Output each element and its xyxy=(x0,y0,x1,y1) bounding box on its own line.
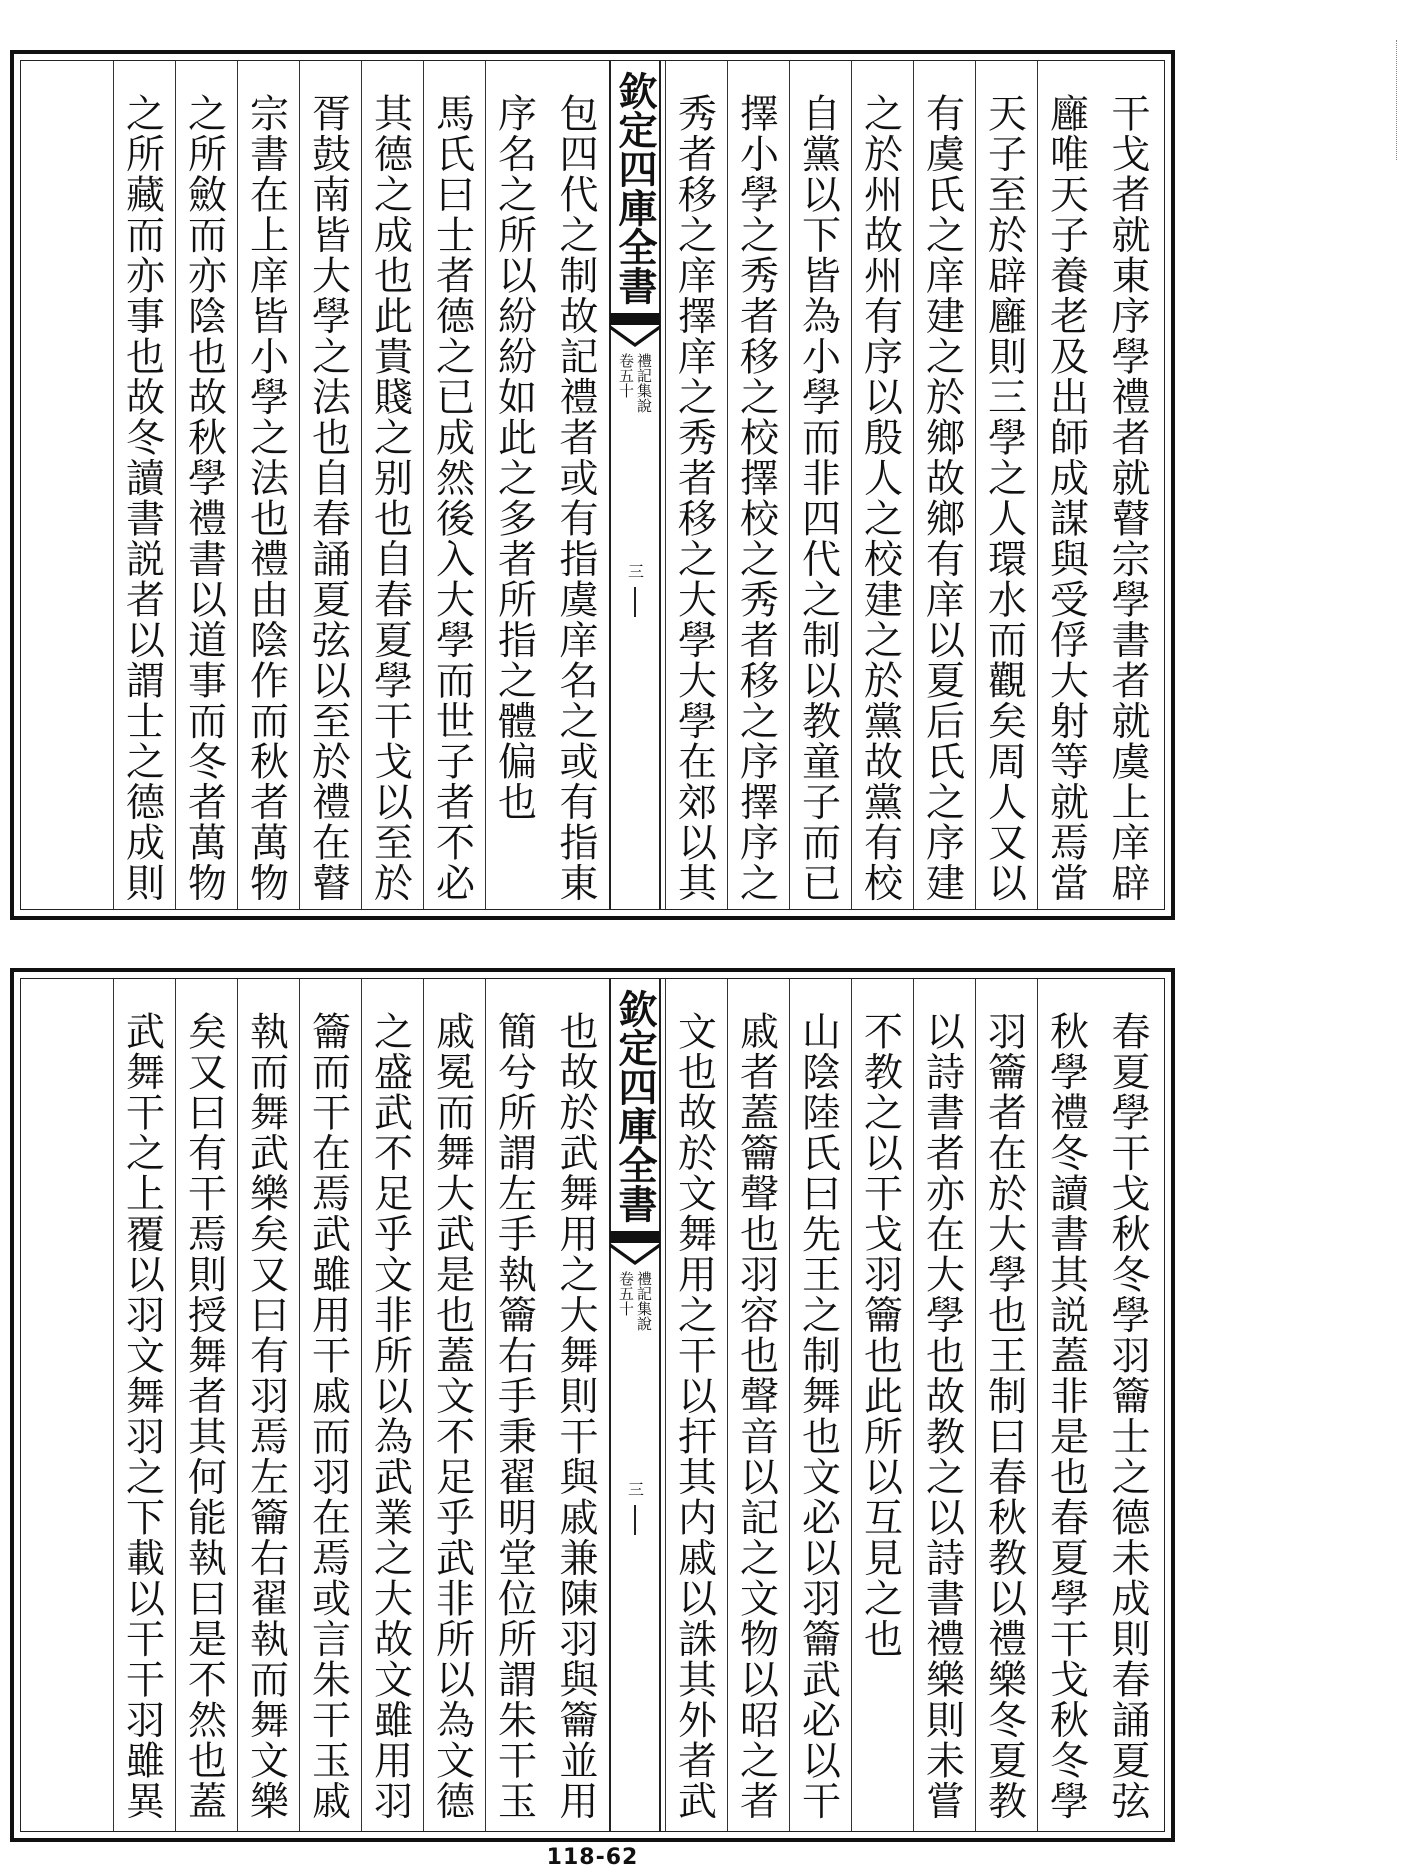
column-text: 文也故於文舞用之干以扞其内戚以誅其外者武 xyxy=(671,1011,717,1821)
column-text: 宗書在上庠皆小學之法也禮由陰作而秋者萬物 xyxy=(243,93,289,903)
center-spine xyxy=(609,979,661,1831)
spine-folio: 三 xyxy=(625,563,645,579)
text-column xyxy=(1037,979,1093,1831)
text-column xyxy=(175,61,231,909)
bottom-page xyxy=(10,968,1175,1842)
column-text: 武舞干之上覆以羽文舞羽之下載以干干羽雖異 xyxy=(119,1011,165,1821)
column-text: 馬氏曰士者德之已成然後入大學而世子者不必 xyxy=(429,93,475,903)
column-text: 執而舞武樂矣又曰有羽焉左籥右翟執而舞文樂 xyxy=(243,1011,289,1821)
top-page-frame xyxy=(20,60,1165,910)
column-text: 春夏學干戈秋冬學羽籥士之德未成則春誦夏弦 xyxy=(1105,1011,1150,1821)
text-column xyxy=(913,61,969,909)
text-column xyxy=(485,61,541,909)
fishtail-ornament-icon xyxy=(610,313,660,347)
scan-edge-mark xyxy=(1390,40,1397,160)
page-label: 118-62 xyxy=(546,1845,639,1870)
column-text: 羽籥者在於大學也王制曰春秋教以禮樂冬夏教 xyxy=(981,1011,1027,1821)
text-column xyxy=(299,979,355,1831)
column-text: 序名之所以紛紛如此之多者所指之體偏也 xyxy=(491,93,537,822)
spine-subtitle xyxy=(618,1271,652,1331)
column-text: 包四代之制故記禮者或有指虞庠名之或有指東 xyxy=(553,93,598,903)
spine-folio: 三 xyxy=(625,1481,645,1497)
text-column xyxy=(299,61,355,909)
fishtail-ornament-icon xyxy=(610,1231,660,1265)
spine-volume: 卷五十 xyxy=(617,1271,635,1316)
text-column xyxy=(361,61,417,909)
spine-title: 欽定四庫全書 xyxy=(612,989,658,1223)
column-text: 之盛武不足乎文非所以為武業之大故文雖用羽 xyxy=(367,1011,413,1821)
spine-subtitle xyxy=(618,353,652,413)
column-text: 不教之以干戈羽籥也此所以互見之也 xyxy=(857,1011,903,1659)
spine-tick xyxy=(634,1505,636,1535)
column-text: 其德之成也此貴賤之别也自春夏學干戈以至於 xyxy=(367,93,413,903)
text-column xyxy=(237,979,293,1831)
column-text: 胥鼓南皆大學之法也自春誦夏弦以至於禮在瞽 xyxy=(305,93,351,903)
column-text: 之於州故州有序以殷人之校建之於黨故黨有校 xyxy=(857,93,903,903)
column-text: 廱唯天子養老及出師成謀與受俘大射等就焉當 xyxy=(1043,93,1089,903)
text-column xyxy=(727,979,783,1831)
text-column xyxy=(547,61,603,909)
text-column xyxy=(975,979,1031,1831)
text-column xyxy=(975,61,1031,909)
text-column xyxy=(113,61,169,909)
column-text: 以詩書者亦在大學也故教之以詩書禮樂則未嘗 xyxy=(919,1011,965,1821)
text-column xyxy=(851,979,907,1831)
column-text: 簡兮所謂左手執籥右手秉翟明堂位所謂朱干玉 xyxy=(491,1011,537,1821)
spine-book-title: 禮記集說 xyxy=(635,1271,653,1331)
text-column xyxy=(789,979,845,1831)
text-column xyxy=(665,979,721,1831)
spine-volume: 卷五十 xyxy=(617,353,635,398)
column-text: 自黨以下皆為小學而非四代之制以教童子而已 xyxy=(795,93,841,903)
column-text: 戚冕而舞大武是也蓋文不足乎武非所以為文德 xyxy=(429,1011,475,1821)
text-column xyxy=(485,979,541,1831)
column-text: 戚者蓋籥聲也羽容也聲音以記之文物以昭之者 xyxy=(733,1011,779,1821)
column-text: 擇小學之秀者移之校擇校之秀者移之序擇序之 xyxy=(733,93,779,903)
text-column xyxy=(113,979,169,1831)
top-page xyxy=(10,50,1175,920)
column-text: 山陰陸氏曰先王之制舞也文必以羽籥武必以干 xyxy=(795,1011,841,1821)
text-column xyxy=(913,979,969,1831)
text-column xyxy=(237,61,293,909)
text-column xyxy=(851,61,907,909)
text-column xyxy=(789,61,845,909)
column-text: 天子至於辟廱則三學之人環水而觀矣周人又以 xyxy=(981,93,1027,903)
text-column xyxy=(1099,979,1155,1831)
text-column xyxy=(1099,61,1155,909)
text-column xyxy=(727,61,783,909)
spine-title: 欽定四庫全書 xyxy=(612,71,658,305)
spine-tick xyxy=(634,587,636,617)
column-text: 之所藏而亦事也故冬讀書説者以謂士之德成則 xyxy=(119,93,165,903)
column-text: 籥而干在焉武雖用干戚而羽在焉或言朱干玉戚 xyxy=(305,1011,351,1821)
column-text: 也故於武舞用之大舞則干與戚兼陳羽與籥並用 xyxy=(553,1011,598,1821)
text-column xyxy=(423,61,479,909)
column-text: 之所斂而亦陰也故秋學禮書以道事而冬者萬物 xyxy=(181,93,227,903)
spine-book-title: 禮記集說 xyxy=(635,353,653,413)
bottom-page-frame xyxy=(20,978,1165,1832)
text-column xyxy=(1037,61,1093,909)
text-column xyxy=(361,979,417,1831)
column-text: 矣又曰有干焉則授舞者其何能執曰是不然也蓋 xyxy=(181,1011,227,1821)
column-text: 秀者移之庠擇庠之秀者移之大學大學在郊以其 xyxy=(671,93,717,903)
center-spine xyxy=(609,61,661,909)
column-text: 干戈者就東序學禮者就瞽宗學書者就虞上庠辟 xyxy=(1105,93,1150,903)
text-column xyxy=(547,979,603,1831)
column-text: 秋學禮冬讀書其説蓋非是也春夏學干戈秋冬學 xyxy=(1043,1011,1089,1821)
text-column xyxy=(665,61,721,909)
column-text: 有虞氏之庠建之於鄉故鄉有庠以夏后氏之序建 xyxy=(919,93,965,903)
text-column xyxy=(423,979,479,1831)
text-column xyxy=(175,979,231,1831)
